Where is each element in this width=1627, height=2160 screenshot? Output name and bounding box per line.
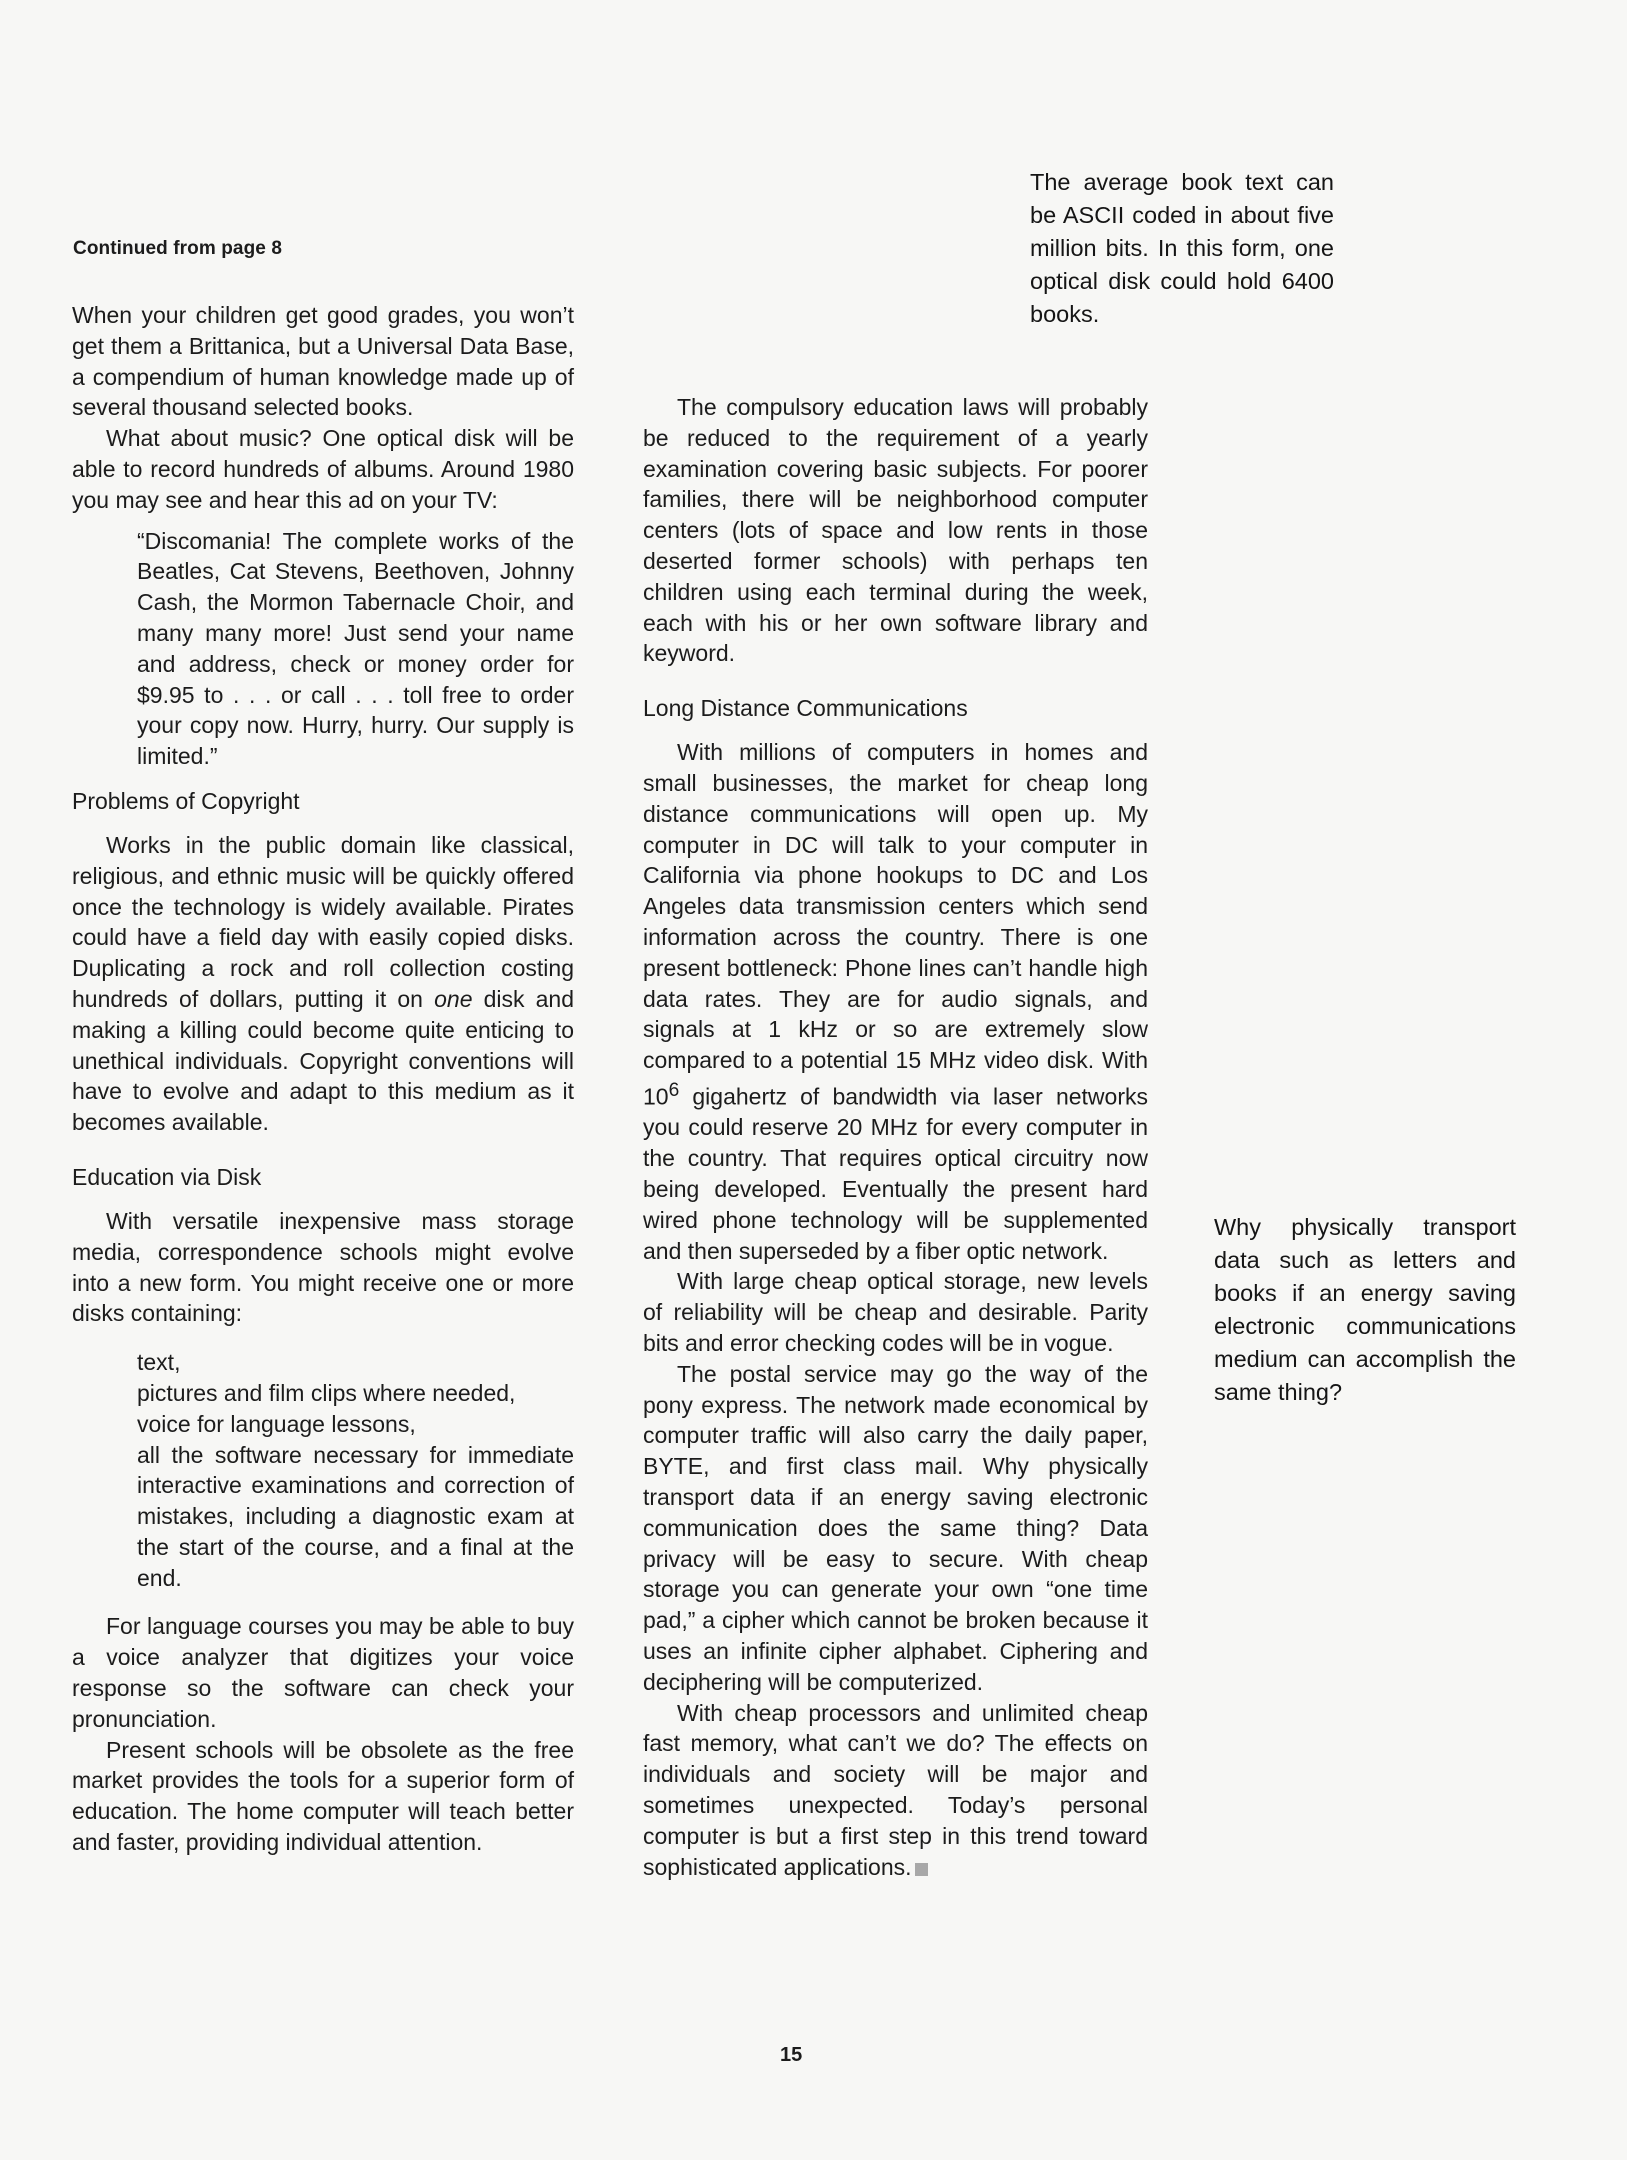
pull-quote-top: The average book text can be ASCII coded in about five million bits. In this form, one optical disk could hold 6400 books. <box>1030 169 1334 327</box>
paragraph: Present schools will be obsolete as the free market provides the tools for a superior form of education. The home computer will teach better and faster, providing individual attention. <box>72 1736 574 1856</box>
disk-contents-list <box>137 1347 574 1593</box>
superscript: 6 <box>668 1079 680 1101</box>
paragraph: With cheap processors and unlimited cheap fast memory, what can’t we do? The effects on individuals and society will be major and sometimes unexpected. Today’s personal computer is but a first step in this trend toward sophisticated applications. <box>643 1699 1148 1880</box>
emphasis: one <box>434 985 473 1012</box>
list-item: all the software necessary for immediate interactive examinations and correction of mistakes, including a diagnostic exam at the start of the course, and a final at the end. <box>137 1441 574 1591</box>
paragraph: For language courses you may be able to buy a voice analyzer that digitizes your voice response so the software can check your pronunciation. <box>72 1613 574 1732</box>
paragraph: Works in the public domain like classical, religious, and ethnic music will be quickly offered once the technology is widely available. Pirates could have a field day with easily copied disks. Duplicating a rock and roll collection costing hundreds of dollars, putting it on one disk and making a killing could become quite enticing to unethical individuals. Copyright conventions will have to evolve and adapt to this medium as it becomes available. <box>72 831 575 1136</box>
list-item: text, <box>137 1349 181 1376</box>
quote-text: “Discomania! The complete works of the Beatles, Cat Stevens, Beethoven, Johnny Cash, the Mormon Tabernacle Choir, and many many more! Just send your name and address, check or money order for $9.95 to . . . or call . . . toll free to order your copy now. Hurry, hurry. Our supply is limited.” <box>137 527 574 770</box>
page-number: 15 <box>780 2044 803 2066</box>
section-heading-copyright: Problems of Copyright <box>72 787 300 814</box>
paragraph: With large cheap optical storage, new levels of reliability will be cheap and desirable. Parity bits and error checking codes will be in vogue. <box>643 1268 1148 1356</box>
left-column <box>72 300 574 1858</box>
paragraph: With millions of computers in homes and small businesses, the market for cheap long distance communications will open up. My computer in DC will talk to your computer in California via phone hookups to DC and Los Angeles data transmission centers which send information across the country. There is one present bottleneck: Phone lines can’t handle high data rates. They are for audio signals, and signals at 1 kHz or so are extremely slow compared to a potential 15 MHz video disk. With $10^6$ gigahertz of bandwidth via laser networks you could reserve 20 MHz for every computer in the country. That requires optical circuitry now being developed. Eventually the present hard wired phone technology will be supplemented and then superseded by a fiber optic network. <box>643 739 1148 1264</box>
paragraph: With versatile inexpensive mass storage media, correspondence schools might evolve into a new form. You might receive one or more disks containing: <box>72 1207 574 1327</box>
paragraph: The postal service may go the way of the pony express. The network made economical by computer traffic will also carry the daily paper, BYTE, and first class mail. Why physically transport data if an energy saving electronic communication does the same thing? Data privacy will be easy to secure. With cheap storage you can generate your own “one time pad,” a cipher which cannot be broken because it uses an infinite cipher alphabet. Ciphering and deciphering will be computerized. <box>643 1360 1148 1695</box>
section-heading-education: Education via Disk <box>72 1163 262 1190</box>
list-item: voice for language lessons, <box>137 1410 416 1437</box>
pull-quote-right: Why physically transport data such as letters and books if an energy saving electronic communications medium can accomplish the same thing? <box>1214 1214 1516 1405</box>
paragraph: When your children get good grades, you won’t get them a Brittanica, but a Universal Data Base, a compendium of human knowledge made up of several thousand selected books. <box>72 302 574 421</box>
paragraph: The compulsory education laws will probably be reduced to the requirement of a yearly examination covering basic subjects. For poorer families, there will be neighborhood computer centers (lots of space and low rents in those deserted former schools) with perhaps ten children using each terminal during the week, each with his or her own software library and keyword. <box>643 394 1148 667</box>
list-item: pictures and film clips where needed, <box>137 1379 516 1406</box>
paragraph: What about music? One optical disk will be able to record hundreds of albums. Around 1980 you may see and hear this ad on your TV: <box>72 425 574 513</box>
section-heading-long-distance: Long Distance Communications <box>643 695 968 722</box>
continued-label: Continued from page 8 <box>73 238 282 259</box>
middle-column <box>643 392 1148 1882</box>
ad-quote <box>137 526 574 772</box>
end-mark-icon <box>915 1863 928 1876</box>
